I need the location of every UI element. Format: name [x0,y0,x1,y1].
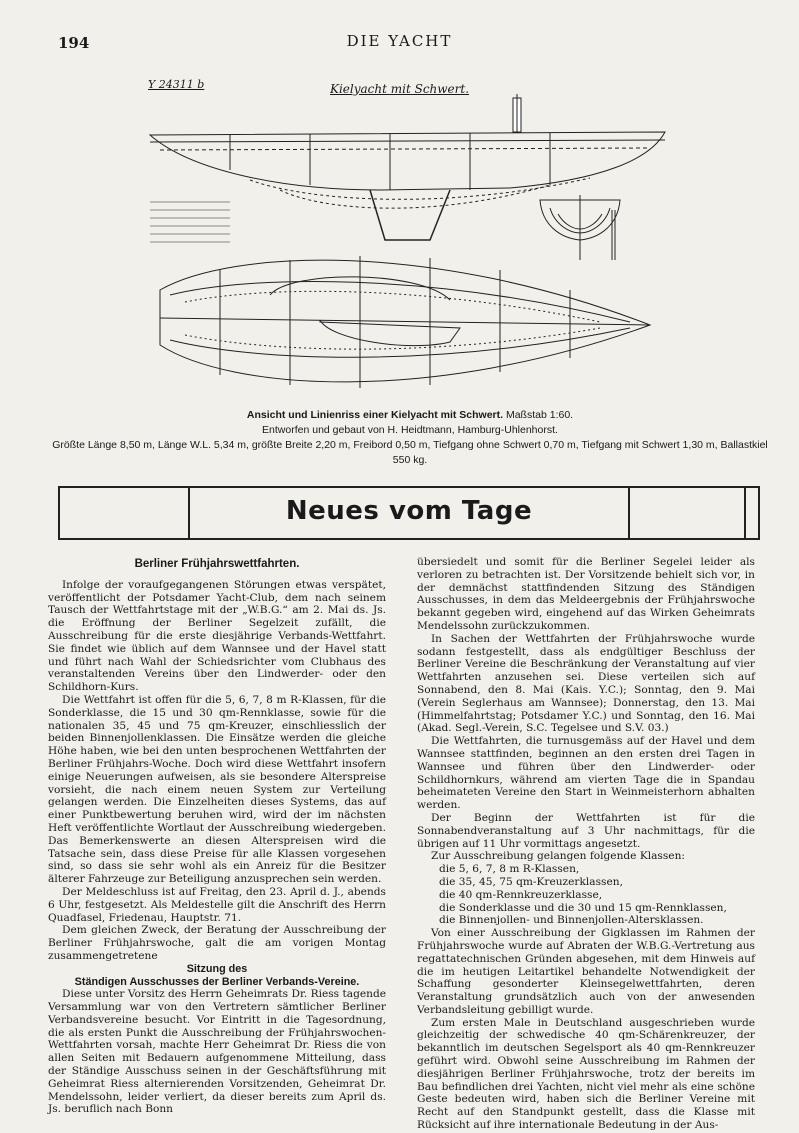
article-column-left [48,556,386,1116]
list-item: die Sonderklasse und die 30 und 15 qm-Rennklassen, [439,901,727,914]
list-item: die 5, 6, 7, 8 m R-Klassen, [439,863,580,876]
plate-reference: Y 24311 b [148,78,205,91]
paragraph: Infolge der voraufgegangenen Störungen etwas verspätet, veröffentlicht der Potsdamer Yacht-Club, dem nach seinem Tausch der Wettfahrtstage mit der „W.B.G.“ am 2. Mai ds. Js. die Eröffnung der Berliner Segelzeit zufällt, die Ausschreibung für die erste diesjährige Verbands-Wettfahrt. Sie findet wie üblich auf dem Wannsee und der Havel statt und führt nach Wahl der Schiedsrichter vom Clubhaus des veranstaltenden Vereins über den Lindwerder- oder den Schildhorn-Kurs. [48,578,386,694]
deck-plan-view [160,256,650,388]
paragraph: Dem gleichen Zweck, der Beratung der Ausschreibung der Berliner Frühjahrswoche, galt die am vorigen Montag zusammengetretene [48,924,386,962]
subheading: Ständigen Ausschusses der Berliner Verbands-Vereine. [74,975,360,988]
page-number: 194 [58,34,90,52]
article-heading: Berliner Frühjahrswettfahrten. [134,558,300,570]
keel [370,190,450,240]
body-plan [540,195,620,260]
paragraph: Die Wettfahrt ist offen für die 5, 6, 7, 8 m R-Klassen, für die Sonderklasse, die 15 und 30 qm-Rennklasse, sowie für die nationalen 35, 45 und 75 qm-Kreuzer, einschliesslich der beiden Binnenjollenklassen. Die Einsätze werden die gleiche Höhe haben, wie bei den unten besprochenen Wettfahrten der Berliner Frühjahrs-Woche. Doch wird diese Wettfahrt insofern einige Neuerungen aufweisen, als sie besondere Alterspreise vorsieht, die nach einem neuen System zur Verteilung gelangen werden. Die Einzelheiten dieses Systems, das auf einer Punktbewertung beruhen wird, wird der im nächsten Heft veröffentlichte Wortlaut der Ausschreibung wiedergeben. Das Bemerkenswerte an diesen Alterspreisen wird die Tatsache sein, dass diese Preise für alle Klassen vorgesehen sind, so dass sie sehr wohl als ein Anreiz für die Besitzer älterer Fahrzeuge zur Beteiligung anzusprechen sein werden. [48,693,386,886]
caption-dimensions: Größte Länge 8,50 m, Länge W.L. 5,34 m, größte Breite 2,20 m, Freibord 0,50 m, Tiefgang ohne Schwert 0,70 m, Tiefgang mit Schwert 1,30 m, Ballastkiel 550 kg. [52,439,768,466]
paragraph: Diese unter Vorsitz des Herrn Geheimrats Dr. Riess tagende Versammlung war von den Vertretern sämtlicher Berliner Verbandsvereine besucht. Vor Eintritt in die Tagesordnung, die als ersten Punkt die Ausschreibung der Frühjahrswochen-Wettfahrten vorsah, machte Herr Geheimrat Dr. Riess die von allen Seiten mit Bedauern aufgenommene Mitteilung, dass der Ständige Ausschuss seinen in der Geschäftsführung mit Geheimrat Riess alternierenden Vorsitzenden, Geheimrat Dr. Mendelssohn, leider verliert, da dieser bereits zum April ds. Js. beruflich nach Bonn [48,988,386,1116]
paragraph: Der Beginn der Wettfahrten ist für die Sonnabendveranstaltung auf 3 Uhr nachmittags, für die übrigen auf 11 Uhr vormittags angesetzt. [417,811,755,850]
class-list [417,863,755,927]
running-title: DIE YACHT [346,32,453,50]
paragraph: Zum ersten Male in Deutschland ausgeschrieben wurde gleichzeitig der schwedische 40 qm-Schärenkreuzer, der bekanntlich im deutschen Segelsport als 40 qm-Rennkreuzer geführt wird. Obwohl seine Ausschreibung im Rahmen der diesjährigen Berliner Frühjahrswoche, trotz der bereits im Bau befindlichen drei Yachten, nicht viel mehr als eine schöne Geste bedeuten wird, haben sich die Berliner Vereine mit Recht auf den Standpunkt gestellt, dass die Klasse mit Rücksicht auf ihre internationale Bedeutung in der Aus- [417,1016,755,1132]
paragraph: übersiedelt und somit für die Berliner Segelei leider als verloren zu betrachten ist. Der Vorsitzende behielt sich vor, in der demnächst stattfindenden Sitzung des Ständigen Ausschusses, in dem das Meldeergebnis der Frühjahrswoche bekannt gegeben wird, eingehend auf das Wirken Geheimrats Mendelssohn zurückzukommen. [417,556,755,632]
yacht-line-drawing [130,90,680,395]
article-column-right [417,556,755,1132]
paragraph: In Sachen der Wettfahrten der Frühjahrswoche wurde sodann festgestellt, dass als endgültiger Beschluss der Berliner Vereine die Beschränkung der Veranstaltung auf vier Wettfahrten anzusehen sei. Diese verteilen sich auf Sonnabend, den 8. Mai (Kais. Y.C.); Sonntag, den 9. Mai (Verein Seglerhaus am Wannsee); Donnerstag, den 13. Mai (Himmelfahrtstag; Potsdamer Y.C.) und Sonntag, den 16. Mai (Akad. Segl.-Verein, S.C. Tegelsee und S.V. 03.) [417,632,755,735]
caption-scale: Maßstab 1:60. [505,409,574,421]
paragraph: Von einer Ausschreibung der Gigklassen im Rahmen der Frühjahrswoche wurde auf Abraten der W.B.G.-Vertretung aus regattatechnischen Gründen abgesehen, mit dem Hinweis auf die im heutigen Leitartikel behandelte Notwendigkeit der Schaffung gesonderter Kleinsegelwettfahrten, deren Veranstaltung grundsätzlich auch von der anwesenden Verbandsleitung gebilligt wurde. [417,927,755,1016]
paragraph: Die Wettfahrten, die turnusgemäss auf der Havel und dem Wannsee stattfinden, beginnen an den ersten drei Tagen in Wannsee und führen über den Lindwerder- oder Schildhornkurs, während am vierten Tage die in Spandau beheimateten Vereine den Start in Weinmeisterhorn abhalten werden. [417,735,755,812]
figure-caption [50,408,770,468]
list-item: die 35, 45, 75 qm-Kreuzerklassen, [439,875,623,888]
paragraph: Der Meldeschluss ist auf Freitag, den 23. April d. J., abends 6 Uhr, festgesetzt. Als Meldestelle gilt die Anschrift des Herrn Quadfasel, Friedenau, Hauptstr. 71. [48,885,386,924]
subheading: Sitzung des [186,962,248,975]
caption-builder: Entworfen und gebaut von H. Heidtmann, Hamburg-Uhlenhorst. [262,424,558,436]
paragraph: Zur Ausschreibung gelangen folgende Klassen: [431,850,685,863]
plate-title: Kielyacht mit Schwert. [330,82,470,96]
caption-title: Ansicht und Linienriss einer Kielyacht mit Schwert. [246,409,504,421]
section-banner [58,486,760,540]
list-item: die Binnenjollen- und Binnenjollen-Altersklassen. [439,914,704,927]
handwritten-legend [150,202,230,242]
list-item: die 40 qm-Rennkreuzerklasse, [439,888,603,901]
section-banner-title: Neues vom Tage [285,496,533,526]
